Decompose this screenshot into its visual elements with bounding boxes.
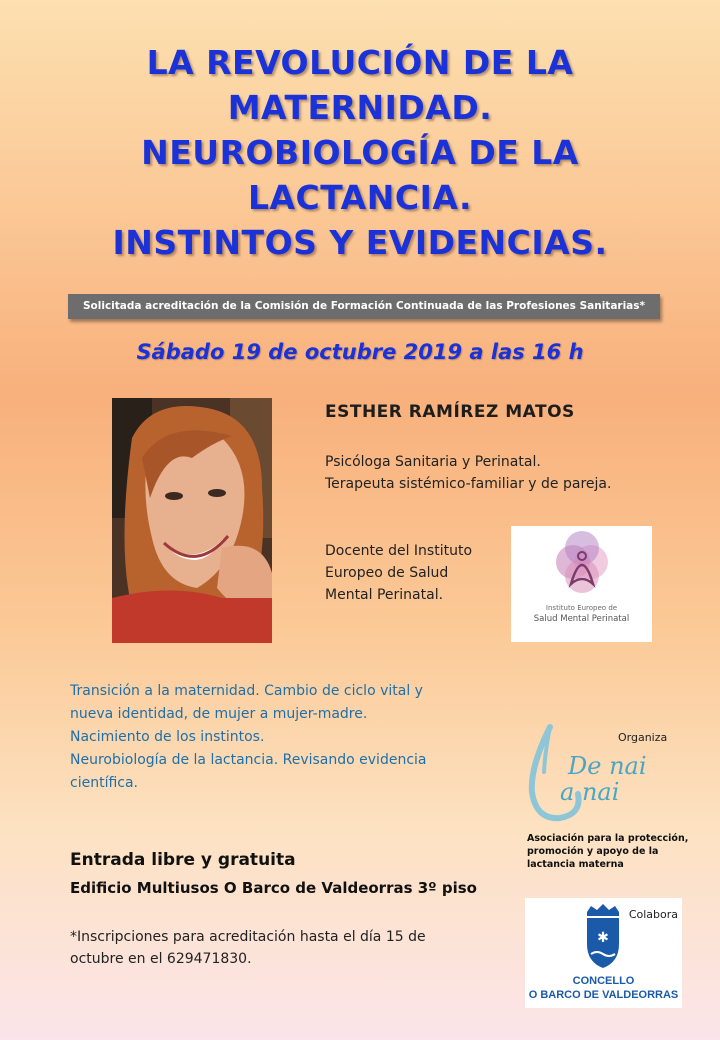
title-line: LACTANCIA. [247,178,473,217]
speaker-institute-line: Docente del Instituto [325,543,473,559]
collaborator-logo [525,898,682,1008]
svg-text:✱: ✱ [597,930,609,946]
title-line: MATERNIDAD. [227,88,493,127]
accreditation-banner: Solicitada acreditación de la Comisión de Formación Continuada de las Profesiones Sanitarias* [68,294,660,319]
organizer-logo-text-1: De nai [568,752,647,780]
organizer-description-line: promoción y apoyo de la [527,846,659,857]
topics-list [70,680,470,795]
collaborator-name-line: O BARCO DE VALDEORRAS [528,989,679,1001]
topic-line: científica. [70,775,138,791]
collaborator-name-line: CONCELLO [572,975,635,987]
topic-line: Neurobiología de la lactancia. Revisando evidencia [70,752,427,768]
institute-mandala-icon [511,526,652,606]
topic-line: nueva identidad, de mujer a mujer-madre. [70,706,368,722]
organizer-label: Organiza [618,731,668,744]
speaker-institute [325,540,472,606]
event-date: Sábado 19 de octubre 2019 a las 16 h [136,340,584,364]
topic-line: Nacimiento de los instintos. [70,729,265,745]
milk-drop-icon [520,722,700,832]
title-line: NEUROBIOLOGÍA DE LA [141,133,579,172]
organizer-description-line: lactancia materna [527,859,624,870]
speaker-role-line: Terapeuta sistémico-familiar y de pareja. [325,476,612,492]
collaborator-label: Colabora [628,908,678,921]
speaker-role [325,451,611,495]
event-title [20,40,700,265]
speaker-role-line: Psicóloga Sanitaria y Perinatal. [325,454,541,470]
institute-logo [511,526,652,642]
topic-line: Transición a la maternidad. Cambio de ciclo vital y [70,683,423,699]
institute-logo-name: Salud Mental Perinatal [533,614,630,624]
organizer-logo [520,722,700,832]
coat-of-arms-icon [525,898,682,974]
organizer-description-line: Asociación para la protección, [527,833,689,844]
registration-line: octubre en el 629471830. [70,951,252,967]
entry-info: Entrada libre y gratuita [70,850,296,870]
registration-line: *Inscripciones para acreditación hasta el día 15 de [70,929,426,945]
institute-logo-caption: Instituto Europeo de [545,604,618,612]
venue-info: Edificio Multiusos O Barco de Valdeorras 3º piso [70,879,477,897]
speaker-institute-line: Mental Perinatal. [325,587,444,603]
collaborator-name [525,974,682,1002]
title-line: LA REVOLUCIÓN DE LA [146,43,574,82]
speaker-photo [112,398,272,643]
organizer-description [527,832,688,871]
registration-info [70,926,426,970]
speaker-name: ESTHER RAMÍREZ MATOS [325,402,575,422]
title-line: INSTINTOS Y EVIDENCIAS. [112,223,608,262]
speaker-institute-line: Europeo de Salud [325,565,449,581]
organizer-logo-text-2: a nai [560,778,620,806]
speaker-portrait-illustration [112,398,272,643]
